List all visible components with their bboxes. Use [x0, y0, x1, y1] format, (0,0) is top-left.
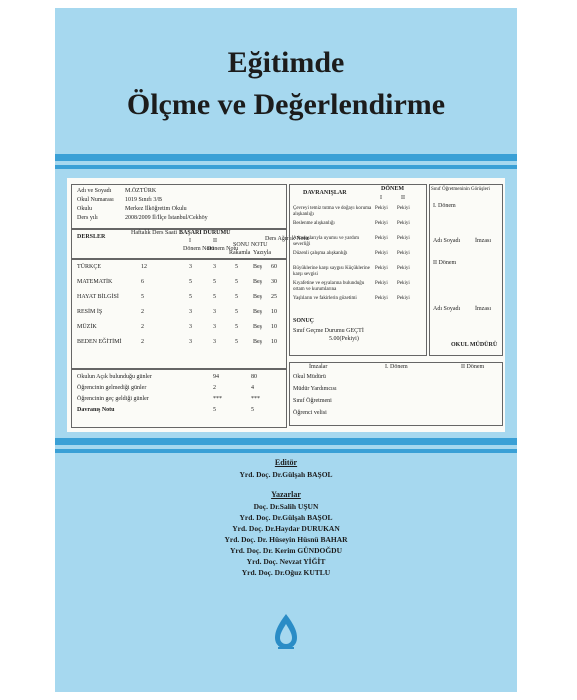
donem-1-header: I: [189, 238, 191, 244]
signatures-frame: [289, 362, 503, 426]
signature-row-label: Öğrenci velisi: [293, 410, 327, 416]
top-stripe: [55, 154, 517, 161]
course-word: Beş: [253, 294, 262, 300]
attendance-v2: 80: [251, 374, 257, 380]
course-d2: 3: [213, 324, 216, 330]
bottom-stripe: [55, 438, 517, 445]
course-d1: 3: [189, 324, 192, 330]
course-weight: 30: [271, 279, 277, 285]
attendance-v2: 4: [251, 385, 254, 391]
donem-2-header: II: [213, 238, 217, 244]
info-value: 1019 Sınıfı 3/B: [125, 197, 163, 203]
divider: [71, 368, 287, 370]
course-name: TÜRKÇE: [77, 264, 101, 270]
teacher-sign-label: İmzası: [475, 238, 491, 244]
course-num: 5: [235, 309, 238, 315]
info-label: Ders yılı: [77, 215, 98, 221]
attendance-v1: ***: [213, 396, 222, 402]
donem-notu-2: Dönem Notu: [207, 246, 239, 252]
attendance-label: Öğrencinin geç geldiği günler: [77, 396, 149, 402]
course-d2: 3: [213, 339, 216, 345]
course-weight: 10: [271, 339, 277, 345]
title-line-2: Ölçme ve Değerlendirme: [126, 88, 446, 121]
attendance-v1: 2: [213, 385, 216, 391]
course-word: Beş: [253, 324, 262, 330]
teacher-name-label: Adı Soyadı: [433, 238, 461, 244]
course-d1: 3: [189, 264, 192, 270]
bottom-stripe-thin: [55, 449, 517, 453]
behaviors-d2: II: [401, 195, 405, 201]
top-stripe-thin: [55, 165, 517, 169]
course-num: 5: [235, 339, 238, 345]
editor-label: Editör: [274, 458, 298, 467]
author-name: Yrd. Doç. Dr. Kerim GÜNDOĞDU: [230, 546, 342, 555]
behavior-d1: Pekiyi: [375, 281, 388, 286]
teacher-name-label-2: Adı Soyadı: [433, 306, 461, 312]
course-name: RESİM İŞ: [77, 309, 103, 315]
behavior-d1: Pekiyi: [375, 236, 388, 241]
course-hours: 12: [141, 264, 147, 270]
course-hours: 2: [141, 309, 144, 315]
attendance-v1: 5: [213, 407, 216, 413]
behavior-d2: Pekiyi: [397, 236, 410, 241]
info-value: 2008/2009 İl/İlçe İstanbul/Cekhöy: [125, 215, 208, 221]
behavior-d2: Pekiyi: [397, 296, 410, 301]
haftalik-header: Haftalık Ders Saati: [131, 230, 177, 236]
behavior-label: Kıyafetine ve eşyalarına bulunduğu ortam ve kurumlarına: [293, 281, 365, 292]
behavior-d1: Pekiyi: [375, 266, 388, 271]
behavior-label: Yaşlıların ve fakirlerin gözetimi: [293, 296, 357, 301]
course-word: Beş: [253, 339, 262, 345]
course-hours: 2: [141, 324, 144, 330]
behavior-label: Beslenme alışkanlığı: [293, 221, 335, 226]
course-name: MÜZİK: [77, 324, 97, 330]
behavior-d1: Pekiyi: [375, 221, 388, 226]
course-weight: 60: [271, 264, 277, 270]
signature-row-label: Okul Müdürü: [293, 374, 326, 380]
behavior-d1: Pekiyi: [375, 206, 388, 211]
course-num: 5: [235, 294, 238, 300]
sonu-notu-header: SONU NOTU: [233, 242, 268, 248]
behavior-d2: Pekiyi: [397, 206, 410, 211]
course-name: MATEMATİK: [77, 279, 113, 285]
attendance-v2: ***: [251, 396, 260, 402]
sig-header-d2: II Dönem: [461, 364, 485, 370]
info-value: M.ÖZTÜRK: [125, 188, 157, 194]
behavior-d2: Pekiyi: [397, 251, 410, 256]
signature-row-label: Sınıf Öğretmeni: [293, 398, 332, 404]
course-hours: 6: [141, 279, 144, 285]
behavior-d2: Pekiyi: [397, 266, 410, 271]
behavior-label: Düzenli çalışma alışkanlığı: [293, 251, 348, 256]
course-hours: 2: [141, 339, 144, 345]
agirlik-header: Ders Ağırlık Notu: [265, 236, 309, 242]
info-value: Merkez İlköğretim Okulu: [125, 206, 187, 212]
course-d1: 5: [189, 294, 192, 300]
course-d1: 3: [189, 339, 192, 345]
course-d2: 5: [213, 294, 216, 300]
rakamla-header: Rakamla: [229, 250, 251, 256]
course-word: Beş: [253, 279, 262, 285]
course-word: Beş: [253, 264, 262, 270]
teacher-frame: [429, 184, 503, 356]
behavior-label: Arkadaşlarıyla uyumu ve yardım severliği: [293, 236, 359, 247]
book-cover: [55, 8, 517, 692]
behavior-label: Büyüklerine karşı saygısı Küçüklerine karşı sevgisi: [293, 266, 370, 277]
author-name: Yrd. Doç. Dr. Hüseyin Hüsnü BAHAR: [224, 535, 348, 544]
teacher-donem-1: I. Dönem: [433, 203, 456, 209]
attendance-v2: 5: [251, 407, 254, 413]
behavior-label: Çevreyi temiz tutma ve doğayı koruma alışkanlığı: [293, 206, 372, 217]
author-name: Doç. Dr.Salih UŞUN: [253, 502, 319, 511]
course-weight: 25: [271, 294, 277, 300]
sig-header-imzalar: İmzalar: [309, 364, 328, 370]
course-d2: 5: [213, 279, 216, 285]
author-name: Yrd. Doç. Nevzat YİĞİT: [246, 557, 326, 566]
attendance-v1: 94: [213, 374, 219, 380]
course-d2: 3: [213, 309, 216, 315]
teacher-title: Sınıf Öğretmeninin Görüşleri: [431, 187, 490, 192]
author-name: Yrd. Doç. Dr.Gülşah BAŞOL: [239, 513, 333, 522]
course-word: Beş: [253, 309, 262, 315]
okul-muduru: OKUL MÜDÜRÜ: [451, 342, 498, 348]
title-line-1: Eğitimde: [227, 46, 345, 79]
divider: [71, 258, 287, 260]
attendance-label: Okulun Açık bulunduğu günler: [77, 374, 152, 380]
course-name: BEDEN EĞİTİMİ: [77, 339, 122, 345]
donem-notu-1: Dönem Notu: [183, 246, 215, 252]
info-label: Okulu: [77, 206, 92, 212]
author-name: Yrd. Doç. Dr.Oğuz KUTLU: [241, 568, 331, 577]
authors-label: Yazarlar: [271, 490, 301, 499]
behavior-d2: Pekiyi: [397, 281, 410, 286]
course-weight: 10: [271, 324, 277, 330]
teacher-sign-label-2: İmzası: [475, 306, 491, 312]
course-num: 5: [235, 264, 238, 270]
report-card-image: [67, 178, 505, 432]
signature-row-label: Müdür Yardımcısı: [293, 386, 337, 392]
behavior-d1: Pekiyi: [375, 251, 388, 256]
course-num: 5: [235, 279, 238, 285]
yaziyla-header: Yazıyla: [253, 250, 272, 256]
behavior-d1: Pekiyi: [375, 296, 388, 301]
author-name: Yrd. Doç. Dr.Haydar DURUKAN: [232, 524, 340, 533]
sig-header-d1: I. Dönem: [385, 364, 408, 370]
teacher-donem-2: II Dönem: [433, 260, 457, 266]
behavior-d2: Pekiyi: [397, 221, 410, 226]
pegem-logo-icon: [273, 612, 299, 652]
sonuc-note: 5.00(Pekiyi): [329, 336, 359, 342]
course-d1: 5: [189, 279, 192, 285]
sonuc-text: Sınıf Geçme Durumu GEÇTİ: [293, 328, 364, 334]
basari-header: BAŞARI DURUMU: [179, 230, 231, 236]
course-hours: 5: [141, 294, 144, 300]
course-weight: 10: [271, 309, 277, 315]
editor-name: Yrd. Doç. Dr.Gülşah BAŞOL: [239, 470, 333, 479]
dersler-header: DERSLER: [77, 234, 106, 240]
attendance-label: Öğrencinin gelmediği günler: [77, 385, 147, 391]
behaviors-title: DAVRANIŞLAR: [303, 190, 347, 196]
course-d1: 3: [189, 309, 192, 315]
behaviors-d1: I: [380, 195, 382, 201]
course-name: HAYAT BİLGİSİ: [77, 294, 119, 300]
attendance-label: Davranış Notu: [77, 407, 115, 413]
info-label: Adı ve Soyadı: [77, 188, 112, 194]
info-label: Okul Numarası: [77, 197, 114, 203]
course-d2: 3: [213, 264, 216, 270]
behaviors-donem: DÖNEM: [381, 186, 404, 192]
sonuc-title: SONUÇ: [293, 318, 315, 324]
course-num: 5: [235, 324, 238, 330]
